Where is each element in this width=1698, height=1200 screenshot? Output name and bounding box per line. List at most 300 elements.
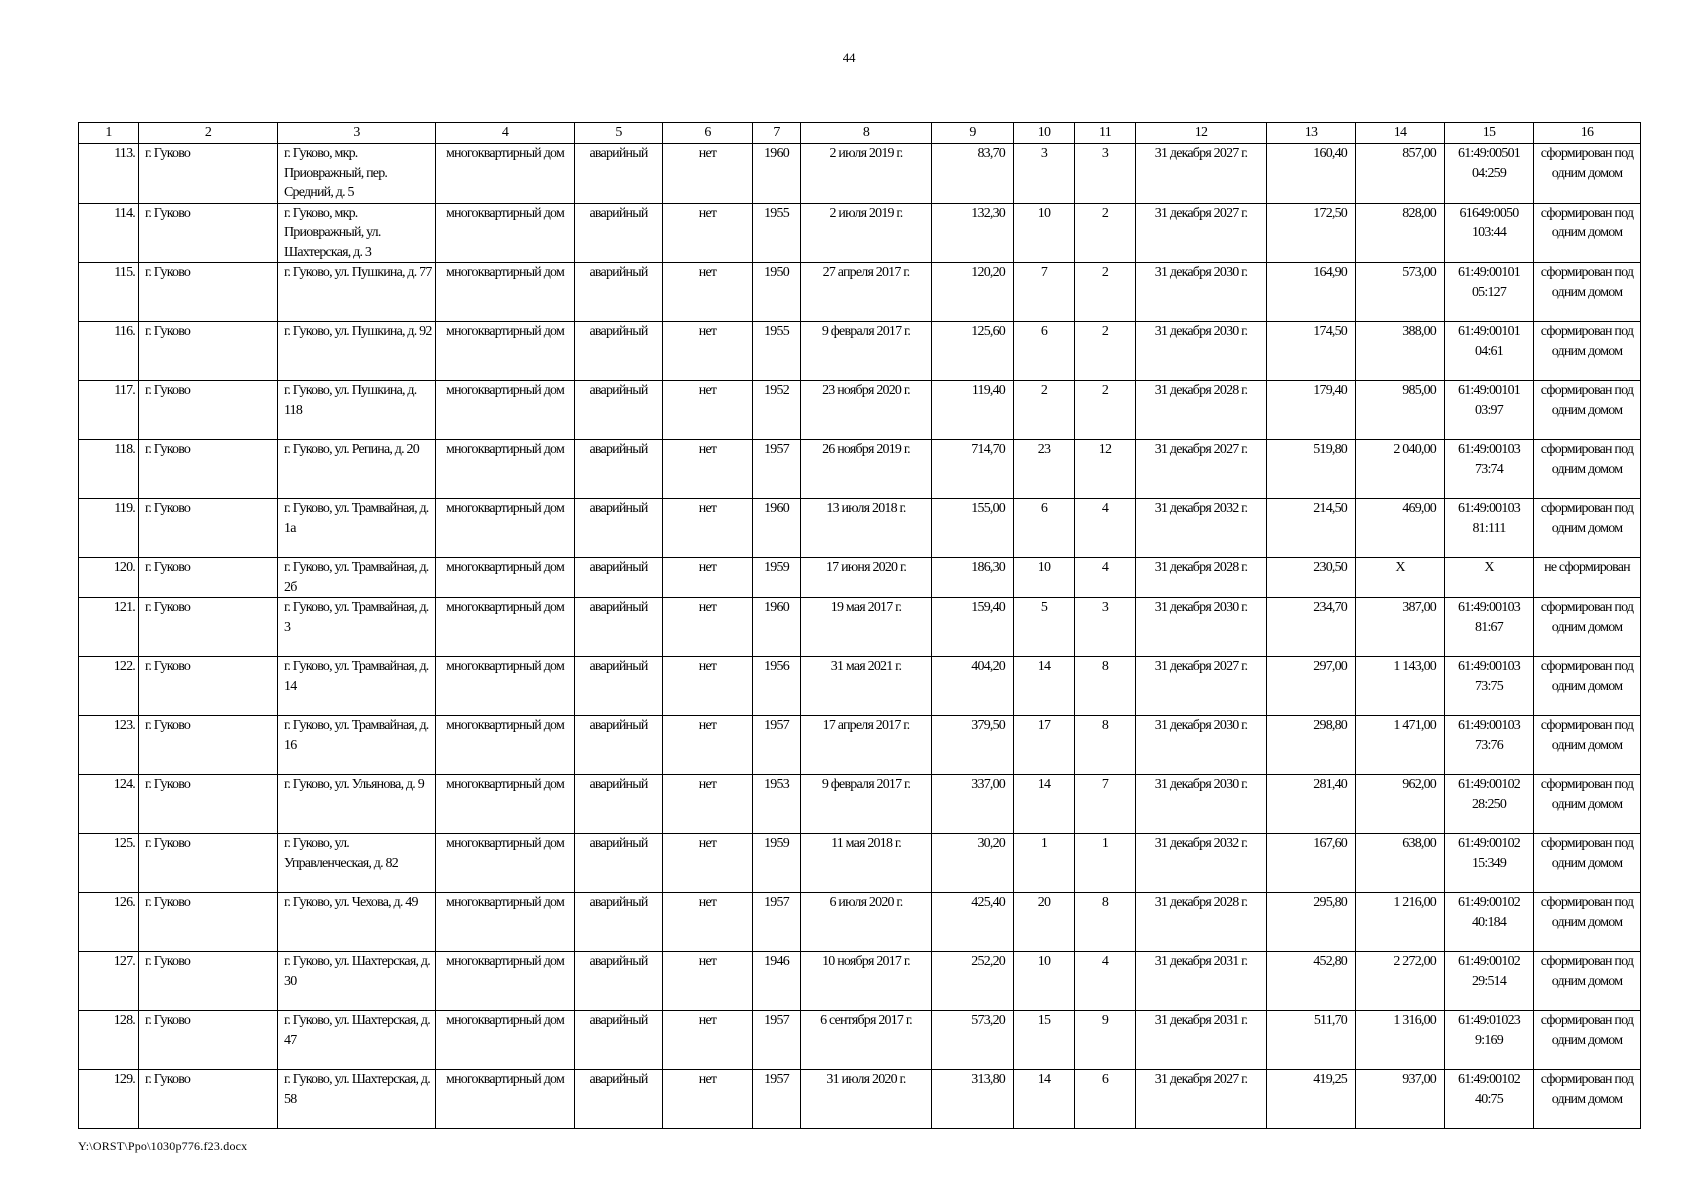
- table-row: [79, 775, 1641, 834]
- cell-col-14: 469,00: [1356, 499, 1445, 558]
- table-row: [79, 598, 1641, 657]
- column-header: 15: [1445, 123, 1534, 144]
- cell-land-status: сформирован под одним домом: [1534, 952, 1641, 1011]
- cell-condition: аварийный: [575, 499, 663, 558]
- cell-deadline: 31 декабря 2027 г.: [1136, 144, 1267, 204]
- cell-recognition-date: 9 февраля 2017 г.: [801, 322, 932, 381]
- table-row: [79, 499, 1641, 558]
- cell-building-type: многоквартирный дом: [436, 499, 575, 558]
- cell-col-10: 10: [1014, 952, 1075, 1011]
- cell-cadastral-number: 61:49:00101 04:61: [1445, 322, 1534, 381]
- cell-municipality: г. Гуково: [139, 322, 278, 381]
- cell-municipality: г. Гуково: [139, 1070, 278, 1129]
- cell-col-10: 14: [1014, 657, 1075, 716]
- cell-col-11: 2: [1075, 263, 1136, 322]
- cell-building-type: многоквартирный дом: [436, 440, 575, 499]
- cell-col-11: 2: [1075, 203, 1136, 263]
- cell-building-type: многоквартирный дом: [436, 834, 575, 893]
- cell-row-number: 125.: [79, 834, 139, 893]
- cell-land-status: не сформирован: [1534, 558, 1641, 598]
- cell-year-built: 1953: [753, 775, 801, 834]
- cell-col-14: 573,00: [1356, 263, 1445, 322]
- cell-row-number: 120.: [79, 558, 139, 598]
- cell-area: 379,50: [932, 716, 1014, 775]
- cell-recognition-date: 31 июля 2020 г.: [801, 1070, 932, 1129]
- cell-building-type: многоквартирный дом: [436, 716, 575, 775]
- cell-col-11: 4: [1075, 558, 1136, 598]
- cell-col-6: нет: [663, 203, 753, 263]
- cell-building-type: многоквартирный дом: [436, 1011, 575, 1070]
- cell-land-status: сформирован под одним домом: [1534, 1070, 1641, 1129]
- table-row: [79, 893, 1641, 952]
- cell-col-10: 14: [1014, 1070, 1075, 1129]
- cell-col-11: 3: [1075, 598, 1136, 657]
- cell-address: г. Гуково, ул. Трамвайная, д. 14: [278, 657, 436, 716]
- cell-col-11: 7: [1075, 775, 1136, 834]
- cell-municipality: г. Гуково: [139, 716, 278, 775]
- cell-address: г. Гуково, ул. Трамвайная, д. 2б: [278, 558, 436, 598]
- cell-col-11: 8: [1075, 716, 1136, 775]
- cell-building-type: многоквартирный дом: [436, 952, 575, 1011]
- cell-year-built: 1955: [753, 203, 801, 263]
- cell-area: 155,00: [932, 499, 1014, 558]
- cell-cadastral-number: 61:49:00102 15:349: [1445, 834, 1534, 893]
- cell-building-type: многоквартирный дом: [436, 558, 575, 598]
- cell-municipality: г. Гуково: [139, 598, 278, 657]
- cell-col-10: 6: [1014, 322, 1075, 381]
- cell-area: 573,20: [932, 1011, 1014, 1070]
- cell-building-type: многоквартирный дом: [436, 263, 575, 322]
- cell-col-6: нет: [663, 893, 753, 952]
- cell-cadastral-number: 61:49:00101 03:97: [1445, 381, 1534, 440]
- cell-deadline: 31 декабря 2032 г.: [1136, 499, 1267, 558]
- cell-col-14: 828,00: [1356, 203, 1445, 263]
- cell-area: 119,40: [932, 381, 1014, 440]
- cell-col-6: нет: [663, 558, 753, 598]
- cell-cadastral-number: 61649:0050 103:44: [1445, 203, 1534, 263]
- cell-condition: аварийный: [575, 775, 663, 834]
- column-header: 7: [753, 123, 801, 144]
- cell-area: 125,60: [932, 322, 1014, 381]
- column-header: 12: [1136, 123, 1267, 144]
- cell-cadastral-number: 61:49:00103 81:67: [1445, 598, 1534, 657]
- cell-condition: аварийный: [575, 381, 663, 440]
- table-row: [79, 716, 1641, 775]
- cell-recognition-date: 17 июня 2020 г.: [801, 558, 932, 598]
- cell-year-built: 1957: [753, 440, 801, 499]
- cell-area: 252,20: [932, 952, 1014, 1011]
- cell-col-13: 419,25: [1267, 1070, 1356, 1129]
- cell-row-number: 121.: [79, 598, 139, 657]
- cell-col-6: нет: [663, 263, 753, 322]
- cell-building-type: многоквартирный дом: [436, 657, 575, 716]
- cell-address: г. Гуково, ул. Шахтерская, д. 47: [278, 1011, 436, 1070]
- cell-col-10: 6: [1014, 499, 1075, 558]
- cell-col-11: 8: [1075, 893, 1136, 952]
- table-row: [79, 263, 1641, 322]
- cell-year-built: 1957: [753, 1070, 801, 1129]
- column-header: 13: [1267, 123, 1356, 144]
- cell-col-11: 3: [1075, 144, 1136, 204]
- cell-building-type: многоквартирный дом: [436, 775, 575, 834]
- cell-cadastral-number: 61:49:00102 28:250: [1445, 775, 1534, 834]
- cell-deadline: 31 декабря 2031 г.: [1136, 1011, 1267, 1070]
- cell-col-6: нет: [663, 834, 753, 893]
- cell-municipality: г. Гуково: [139, 558, 278, 598]
- cell-col-14: 2 040,00: [1356, 440, 1445, 499]
- cell-recognition-date: 19 мая 2017 г.: [801, 598, 932, 657]
- cell-deadline: 31 декабря 2032 г.: [1136, 834, 1267, 893]
- cell-col-6: нет: [663, 775, 753, 834]
- cell-deadline: 31 декабря 2027 г.: [1136, 657, 1267, 716]
- cell-col-10: 7: [1014, 263, 1075, 322]
- cell-row-number: 113.: [79, 144, 139, 204]
- cell-col-13: 297,00: [1267, 657, 1356, 716]
- cell-col-6: нет: [663, 381, 753, 440]
- cell-col-13: 511,70: [1267, 1011, 1356, 1070]
- cell-recognition-date: 6 сентября 2017 г.: [801, 1011, 932, 1070]
- header-row: [79, 123, 1641, 144]
- cell-col-13: 281,40: [1267, 775, 1356, 834]
- column-header: 8: [801, 123, 932, 144]
- cell-recognition-date: 31 мая 2021 г.: [801, 657, 932, 716]
- cell-land-status: сформирован под одним домом: [1534, 322, 1641, 381]
- cell-col-14: 1 216,00: [1356, 893, 1445, 952]
- cell-deadline: 31 декабря 2030 г.: [1136, 775, 1267, 834]
- cell-building-type: многоквартирный дом: [436, 893, 575, 952]
- cell-cadastral-number: 61:49:00501 04:259: [1445, 144, 1534, 204]
- cell-area: 30,20: [932, 834, 1014, 893]
- cell-address: г. Гуково, мкр. Приовражный, ул. Шахтерская, д. 3: [278, 203, 436, 263]
- cell-land-status: сформирован под одним домом: [1534, 1011, 1641, 1070]
- cell-col-13: 167,60: [1267, 834, 1356, 893]
- page-number: 44: [842, 50, 856, 65]
- cell-col-13: 230,50: [1267, 558, 1356, 598]
- table-row: [79, 834, 1641, 893]
- cell-address: г. Гуково, ул. Репина, д. 20: [278, 440, 436, 499]
- cell-municipality: г. Гуково: [139, 775, 278, 834]
- cell-condition: аварийный: [575, 952, 663, 1011]
- cell-area: 714,70: [932, 440, 1014, 499]
- cell-year-built: 1946: [753, 952, 801, 1011]
- cell-col-13: 164,90: [1267, 263, 1356, 322]
- cell-deadline: 31 декабря 2028 г.: [1136, 381, 1267, 440]
- cell-recognition-date: 17 апреля 2017 г.: [801, 716, 932, 775]
- cell-land-status: сформирован под одним домом: [1534, 716, 1641, 775]
- cell-col-14: 2 272,00: [1356, 952, 1445, 1011]
- cell-row-number: 114.: [79, 203, 139, 263]
- cell-condition: аварийный: [575, 1011, 663, 1070]
- cell-land-status: сформирован под одним домом: [1534, 657, 1641, 716]
- cell-col-14: 387,00: [1356, 598, 1445, 657]
- cell-deadline: 31 декабря 2030 г.: [1136, 263, 1267, 322]
- column-header: 16: [1534, 123, 1641, 144]
- column-header: 9: [932, 123, 1014, 144]
- cell-address: г. Гуково, ул. Пушкина, д. 92: [278, 322, 436, 381]
- cell-row-number: 117.: [79, 381, 139, 440]
- cell-col-14: 1 316,00: [1356, 1011, 1445, 1070]
- cell-year-built: 1950: [753, 263, 801, 322]
- column-header: 10: [1014, 123, 1075, 144]
- cell-col-13: 519,80: [1267, 440, 1356, 499]
- table-row: [79, 952, 1641, 1011]
- cell-recognition-date: 2 июля 2019 г.: [801, 144, 932, 204]
- cell-recognition-date: 6 июля 2020 г.: [801, 893, 932, 952]
- cell-municipality: г. Гуково: [139, 440, 278, 499]
- cell-municipality: г. Гуково: [139, 657, 278, 716]
- cell-year-built: 1960: [753, 144, 801, 204]
- cell-building-type: многоквартирный дом: [436, 144, 575, 204]
- cell-col-6: нет: [663, 1070, 753, 1129]
- cell-row-number: 127.: [79, 952, 139, 1011]
- cell-land-status: сформирован под одним домом: [1534, 144, 1641, 204]
- cell-building-type: многоквартирный дом: [436, 1070, 575, 1129]
- cell-address: г. Гуково, ул. Шахтерская, д. 30: [278, 952, 436, 1011]
- cell-cadastral-number: 61:49:00102 40:184: [1445, 893, 1534, 952]
- cell-deadline: 31 декабря 2027 г.: [1136, 203, 1267, 263]
- cell-deadline: 31 декабря 2027 г.: [1136, 1070, 1267, 1129]
- cell-row-number: 123.: [79, 716, 139, 775]
- cell-col-10: 15: [1014, 1011, 1075, 1070]
- cell-cadastral-number: 61:49:00102 40:75: [1445, 1070, 1534, 1129]
- cell-row-number: 129.: [79, 1070, 139, 1129]
- cell-condition: аварийный: [575, 322, 663, 381]
- cell-col-11: 2: [1075, 381, 1136, 440]
- cell-row-number: 126.: [79, 893, 139, 952]
- column-header: 4: [436, 123, 575, 144]
- cell-condition: аварийный: [575, 893, 663, 952]
- cell-col-13: 452,80: [1267, 952, 1356, 1011]
- cell-col-13: 179,40: [1267, 381, 1356, 440]
- cell-col-10: 20: [1014, 893, 1075, 952]
- cell-col-10: 5: [1014, 598, 1075, 657]
- cell-condition: аварийный: [575, 598, 663, 657]
- cell-col-10: 10: [1014, 558, 1075, 598]
- cell-cadastral-number: 61:49:00103 73:74: [1445, 440, 1534, 499]
- cell-col-14: 857,00: [1356, 144, 1445, 204]
- table-row: [79, 657, 1641, 716]
- cell-land-status: сформирован под одним домом: [1534, 775, 1641, 834]
- cell-land-status: сформирован под одним домом: [1534, 263, 1641, 322]
- cell-condition: аварийный: [575, 558, 663, 598]
- cell-col-10: 17: [1014, 716, 1075, 775]
- cell-land-status: сформирован под одним домом: [1534, 834, 1641, 893]
- cell-building-type: многоквартирный дом: [436, 598, 575, 657]
- cell-deadline: 31 декабря 2030 г.: [1136, 598, 1267, 657]
- cell-municipality: г. Гуково: [139, 203, 278, 263]
- table-row: [79, 1070, 1641, 1129]
- cell-col-14: 962,00: [1356, 775, 1445, 834]
- cell-col-11: 9: [1075, 1011, 1136, 1070]
- cell-area: 337,00: [932, 775, 1014, 834]
- cell-row-number: 118.: [79, 440, 139, 499]
- cell-land-status: сформирован под одним домом: [1534, 499, 1641, 558]
- cell-row-number: 124.: [79, 775, 139, 834]
- cell-col-10: 2: [1014, 381, 1075, 440]
- cell-condition: аварийный: [575, 203, 663, 263]
- cell-col-11: 1: [1075, 834, 1136, 893]
- cell-col-6: нет: [663, 952, 753, 1011]
- cell-col-6: нет: [663, 499, 753, 558]
- cell-col-6: нет: [663, 322, 753, 381]
- cell-address: г. Гуково, ул. Трамвайная, д. 3: [278, 598, 436, 657]
- cell-area: 425,40: [932, 893, 1014, 952]
- cell-recognition-date: 13 июля 2018 г.: [801, 499, 932, 558]
- cell-area: 313,80: [932, 1070, 1014, 1129]
- cell-cadastral-number: 61:49:00103 81:111: [1445, 499, 1534, 558]
- housing-table: [78, 122, 1641, 1129]
- cell-municipality: г. Гуково: [139, 381, 278, 440]
- cell-recognition-date: 11 мая 2018 г.: [801, 834, 932, 893]
- cell-address: г. Гуково, ул. Трамвайная, д. 16: [278, 716, 436, 775]
- cell-col-14: 1 143,00: [1356, 657, 1445, 716]
- cell-row-number: 119.: [79, 499, 139, 558]
- cell-col-14: 1 471,00: [1356, 716, 1445, 775]
- cell-land-status: сформирован под одним домом: [1534, 598, 1641, 657]
- cell-deadline: 31 декабря 2028 г.: [1136, 893, 1267, 952]
- cell-col-6: нет: [663, 657, 753, 716]
- cell-address: г. Гуково, ул. Пушкина, д. 77: [278, 263, 436, 322]
- cell-year-built: 1956: [753, 657, 801, 716]
- cell-address: г. Гуково, ул. Управленческая, д. 82: [278, 834, 436, 893]
- cell-condition: аварийный: [575, 144, 663, 204]
- cell-cadastral-number: 61:49:00103 73:75: [1445, 657, 1534, 716]
- cell-col-14: 638,00: [1356, 834, 1445, 893]
- column-header: 3: [278, 123, 436, 144]
- cell-address: г. Гуково, ул. Пушкина, д. 118: [278, 381, 436, 440]
- cell-land-status: сформирован под одним домом: [1534, 440, 1641, 499]
- cell-area: 120,20: [932, 263, 1014, 322]
- cell-deadline: 31 декабря 2030 г.: [1136, 322, 1267, 381]
- cell-col-13: 172,50: [1267, 203, 1356, 263]
- cell-area: 132,30: [932, 203, 1014, 263]
- cell-col-13: 234,70: [1267, 598, 1356, 657]
- cell-cadastral-number: X: [1445, 558, 1534, 598]
- cell-col-11: 4: [1075, 952, 1136, 1011]
- cell-col-14: 388,00: [1356, 322, 1445, 381]
- column-header: 14: [1356, 123, 1445, 144]
- cell-recognition-date: 27 апреля 2017 г.: [801, 263, 932, 322]
- cell-col-11: 4: [1075, 499, 1136, 558]
- cell-col-11: 12: [1075, 440, 1136, 499]
- cell-col-13: 295,80: [1267, 893, 1356, 952]
- cell-condition: аварийный: [575, 657, 663, 716]
- cell-area: 83,70: [932, 144, 1014, 204]
- cell-recognition-date: 9 февраля 2017 г.: [801, 775, 932, 834]
- cell-municipality: г. Гуково: [139, 144, 278, 204]
- cell-building-type: многоквартирный дом: [436, 203, 575, 263]
- cell-building-type: многоквартирный дом: [436, 381, 575, 440]
- cell-deadline: 31 декабря 2028 г.: [1136, 558, 1267, 598]
- cell-col-11: 8: [1075, 657, 1136, 716]
- cell-col-13: 174,50: [1267, 322, 1356, 381]
- cell-col-6: нет: [663, 716, 753, 775]
- cell-land-status: сформирован под одним домом: [1534, 893, 1641, 952]
- cell-row-number: 122.: [79, 657, 139, 716]
- table-row: [79, 144, 1641, 204]
- table-body: [79, 144, 1641, 1129]
- table-row: [79, 1011, 1641, 1070]
- cell-building-type: многоквартирный дом: [436, 322, 575, 381]
- cell-col-10: 10: [1014, 203, 1075, 263]
- table-row: [79, 203, 1641, 263]
- cell-address: г. Гуково, мкр. Приовражный, пер. Средний, д. 5: [278, 144, 436, 204]
- cell-year-built: 1952: [753, 381, 801, 440]
- cell-municipality: г. Гуково: [139, 1011, 278, 1070]
- cell-deadline: 31 декабря 2027 г.: [1136, 440, 1267, 499]
- cell-year-built: 1957: [753, 716, 801, 775]
- cell-col-11: 2: [1075, 322, 1136, 381]
- cell-year-built: 1957: [753, 1011, 801, 1070]
- cell-deadline: 31 декабря 2030 г.: [1136, 716, 1267, 775]
- cell-area: 186,30: [932, 558, 1014, 598]
- cell-municipality: г. Гуково: [139, 834, 278, 893]
- cell-condition: аварийный: [575, 440, 663, 499]
- cell-row-number: 128.: [79, 1011, 139, 1070]
- cell-col-13: 214,50: [1267, 499, 1356, 558]
- cell-cadastral-number: 61:49:00101 05:127: [1445, 263, 1534, 322]
- cell-year-built: 1955: [753, 322, 801, 381]
- cell-municipality: г. Гуково: [139, 952, 278, 1011]
- cell-row-number: 115.: [79, 263, 139, 322]
- cell-recognition-date: 23 ноября 2020 г.: [801, 381, 932, 440]
- column-header: 11: [1075, 123, 1136, 144]
- table-row: [79, 558, 1641, 598]
- cell-address: г. Гуково, ул. Шахтерская, д. 58: [278, 1070, 436, 1129]
- cell-condition: аварийный: [575, 263, 663, 322]
- housing-table-container: [78, 122, 1641, 1129]
- cell-col-10: 14: [1014, 775, 1075, 834]
- cell-cadastral-number: 61:49:00102 29:514: [1445, 952, 1534, 1011]
- cell-recognition-date: 10 ноября 2017 г.: [801, 952, 932, 1011]
- cell-col-6: нет: [663, 440, 753, 499]
- cell-recognition-date: 26 ноября 2019 г.: [801, 440, 932, 499]
- cell-year-built: 1957: [753, 893, 801, 952]
- cell-deadline: 31 декабря 2031 г.: [1136, 952, 1267, 1011]
- cell-col-10: 23: [1014, 440, 1075, 499]
- table-row: [79, 381, 1641, 440]
- cell-area: 159,40: [932, 598, 1014, 657]
- cell-land-status: сформирован под одним домом: [1534, 203, 1641, 263]
- cell-col-10: 3: [1014, 144, 1075, 204]
- cell-col-6: нет: [663, 598, 753, 657]
- cell-col-13: 298,80: [1267, 716, 1356, 775]
- cell-address: г. Гуково, ул. Трамвайная, д. 1а: [278, 499, 436, 558]
- file-path-footer: Y:\ORST\Ppo\1030p776.f23.docx: [78, 1139, 248, 1153]
- cell-col-14: X: [1356, 558, 1445, 598]
- cell-year-built: 1959: [753, 558, 801, 598]
- cell-condition: аварийный: [575, 716, 663, 775]
- cell-year-built: 1960: [753, 499, 801, 558]
- cell-cadastral-number: 61:49:01023 9:169: [1445, 1011, 1534, 1070]
- column-header: 6: [663, 123, 753, 144]
- cell-col-6: нет: [663, 1011, 753, 1070]
- cell-recognition-date: 2 июля 2019 г.: [801, 203, 932, 263]
- column-header: 5: [575, 123, 663, 144]
- column-header: 1: [79, 123, 139, 144]
- column-header: 2: [139, 123, 278, 144]
- table-row: [79, 440, 1641, 499]
- cell-col-6: нет: [663, 144, 753, 204]
- cell-address: г. Гуково, ул. Ульянова, д. 9: [278, 775, 436, 834]
- cell-col-10: 1: [1014, 834, 1075, 893]
- cell-area: 404,20: [932, 657, 1014, 716]
- cell-cadastral-number: 61:49:00103 73:76: [1445, 716, 1534, 775]
- table-row: [79, 322, 1641, 381]
- cell-condition: аварийный: [575, 834, 663, 893]
- cell-col-13: 160,40: [1267, 144, 1356, 204]
- cell-condition: аварийный: [575, 1070, 663, 1129]
